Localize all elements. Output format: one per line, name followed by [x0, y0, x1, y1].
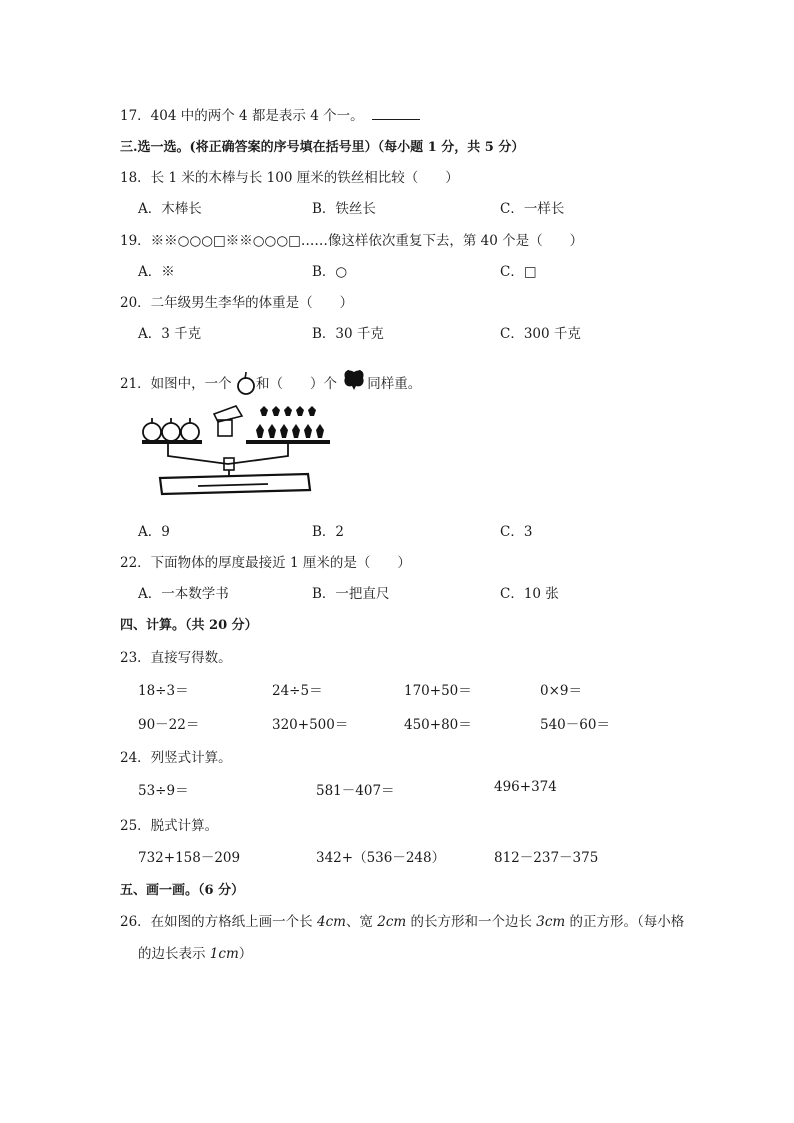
- q26-text: 的边长表示: [138, 946, 210, 962]
- q19-option-a[interactable]: A．※: [138, 264, 175, 280]
- question-25-text: 25．脱式计算。: [120, 818, 219, 834]
- q18-option-c[interactable]: C．一样长: [500, 201, 565, 217]
- q19-option-b[interactable]: B．○: [312, 264, 348, 280]
- calc-item: 450+80＝: [404, 717, 472, 733]
- calc-item: 18÷3＝: [138, 683, 189, 699]
- q20-option-a[interactable]: A．3 千克: [138, 326, 202, 342]
- question-21-suffix: 同样重。: [367, 376, 422, 392]
- q26-text: 的正方形。（每小格: [565, 914, 685, 930]
- vertical-calc-item: 496+374: [494, 779, 557, 795]
- question-26-line-1: [120, 910, 684, 930]
- question-20-text: 20．二年级男生李华的体重是（ ）: [120, 295, 354, 311]
- question-17-text: 17．404 中的两个 4 都是表示 4 个一。: [120, 108, 364, 124]
- q26-length: 4cm: [316, 914, 346, 930]
- question-21-middle: 和（ ）个: [255, 376, 337, 392]
- calc-item: 540－60＝: [540, 717, 610, 733]
- q22-option-b[interactable]: B．一把直尺: [312, 586, 390, 602]
- q21-option-b[interactable]: B．2: [312, 524, 345, 540]
- butterfly-icon: [341, 368, 367, 396]
- question-26-line-2: [138, 942, 252, 962]
- question-21: [120, 368, 421, 400]
- question-17: [120, 104, 420, 124]
- q20-option-b[interactable]: B．30 千克: [312, 326, 384, 342]
- q19-option-c[interactable]: C．□: [500, 264, 537, 280]
- step-calc-item: 812－237－375: [494, 850, 599, 866]
- calc-item: 24÷5＝: [272, 683, 323, 699]
- vertical-calc-item: 581－407＝: [316, 783, 395, 799]
- question-21-prefix: 21．如图中，一个: [120, 376, 232, 392]
- q26-unit: 1cm: [209, 946, 239, 962]
- section-5-title: 五、画一画。（6 分）: [120, 883, 245, 898]
- calc-item: 320+500＝: [272, 717, 349, 733]
- step-calc-item: 732+158－209: [138, 850, 241, 866]
- answer-blank[interactable]: [372, 105, 420, 120]
- q26-width: 2cm: [377, 914, 407, 930]
- q18-option-b[interactable]: B．铁丝长: [312, 201, 376, 217]
- q22-option-a[interactable]: A．一本数学书: [138, 586, 229, 602]
- calc-item: 170+50＝: [404, 683, 472, 699]
- calc-item: 0×9＝: [540, 683, 582, 699]
- vertical-calc-item: 53÷9＝: [138, 783, 189, 799]
- q26-text: 的长方形和一个边长: [406, 914, 537, 930]
- section-4-title: 四、计算。（共 20 分）: [120, 618, 258, 633]
- question-19-text: 19．※※○○○□※※○○○□……像这样依次重复下去，第 40 个是（ ）: [120, 233, 584, 249]
- q20-option-c[interactable]: C．300 千克: [500, 326, 581, 342]
- q21-option-a[interactable]: A．9: [138, 524, 170, 540]
- q26-side: 3cm: [536, 914, 566, 930]
- question-24-text: 24．列竖式计算。: [120, 750, 232, 766]
- q26-text: 、宽: [345, 914, 378, 930]
- apple-icon: [236, 370, 256, 400]
- question-18-text: 18．长 1 米的木棒与长 100 厘米的铁丝相比较（ ）: [120, 170, 459, 186]
- q18-option-a[interactable]: A．木棒长: [138, 201, 202, 217]
- q22-option-c[interactable]: C．10 张: [500, 586, 559, 602]
- section-3-title: 三.选一选。(将正确答案的序号填在括号里）（每小题 1 分，共 5 分）: [120, 140, 525, 155]
- calc-item: 90－22＝: [138, 717, 200, 733]
- q21-option-c[interactable]: C．3: [500, 524, 533, 540]
- q26-text: 26．在如图的方格纸上画一个长: [120, 914, 317, 930]
- question-22-text: 22．下面物体的厚度最接近 1 厘米的是（ ）: [120, 555, 411, 571]
- question-23-text: 23．直接写得数。: [120, 650, 232, 666]
- q26-text: ）: [238, 946, 253, 962]
- step-calc-item: 342+（536－248）: [316, 850, 446, 866]
- balance-scale-figure: [138, 398, 338, 506]
